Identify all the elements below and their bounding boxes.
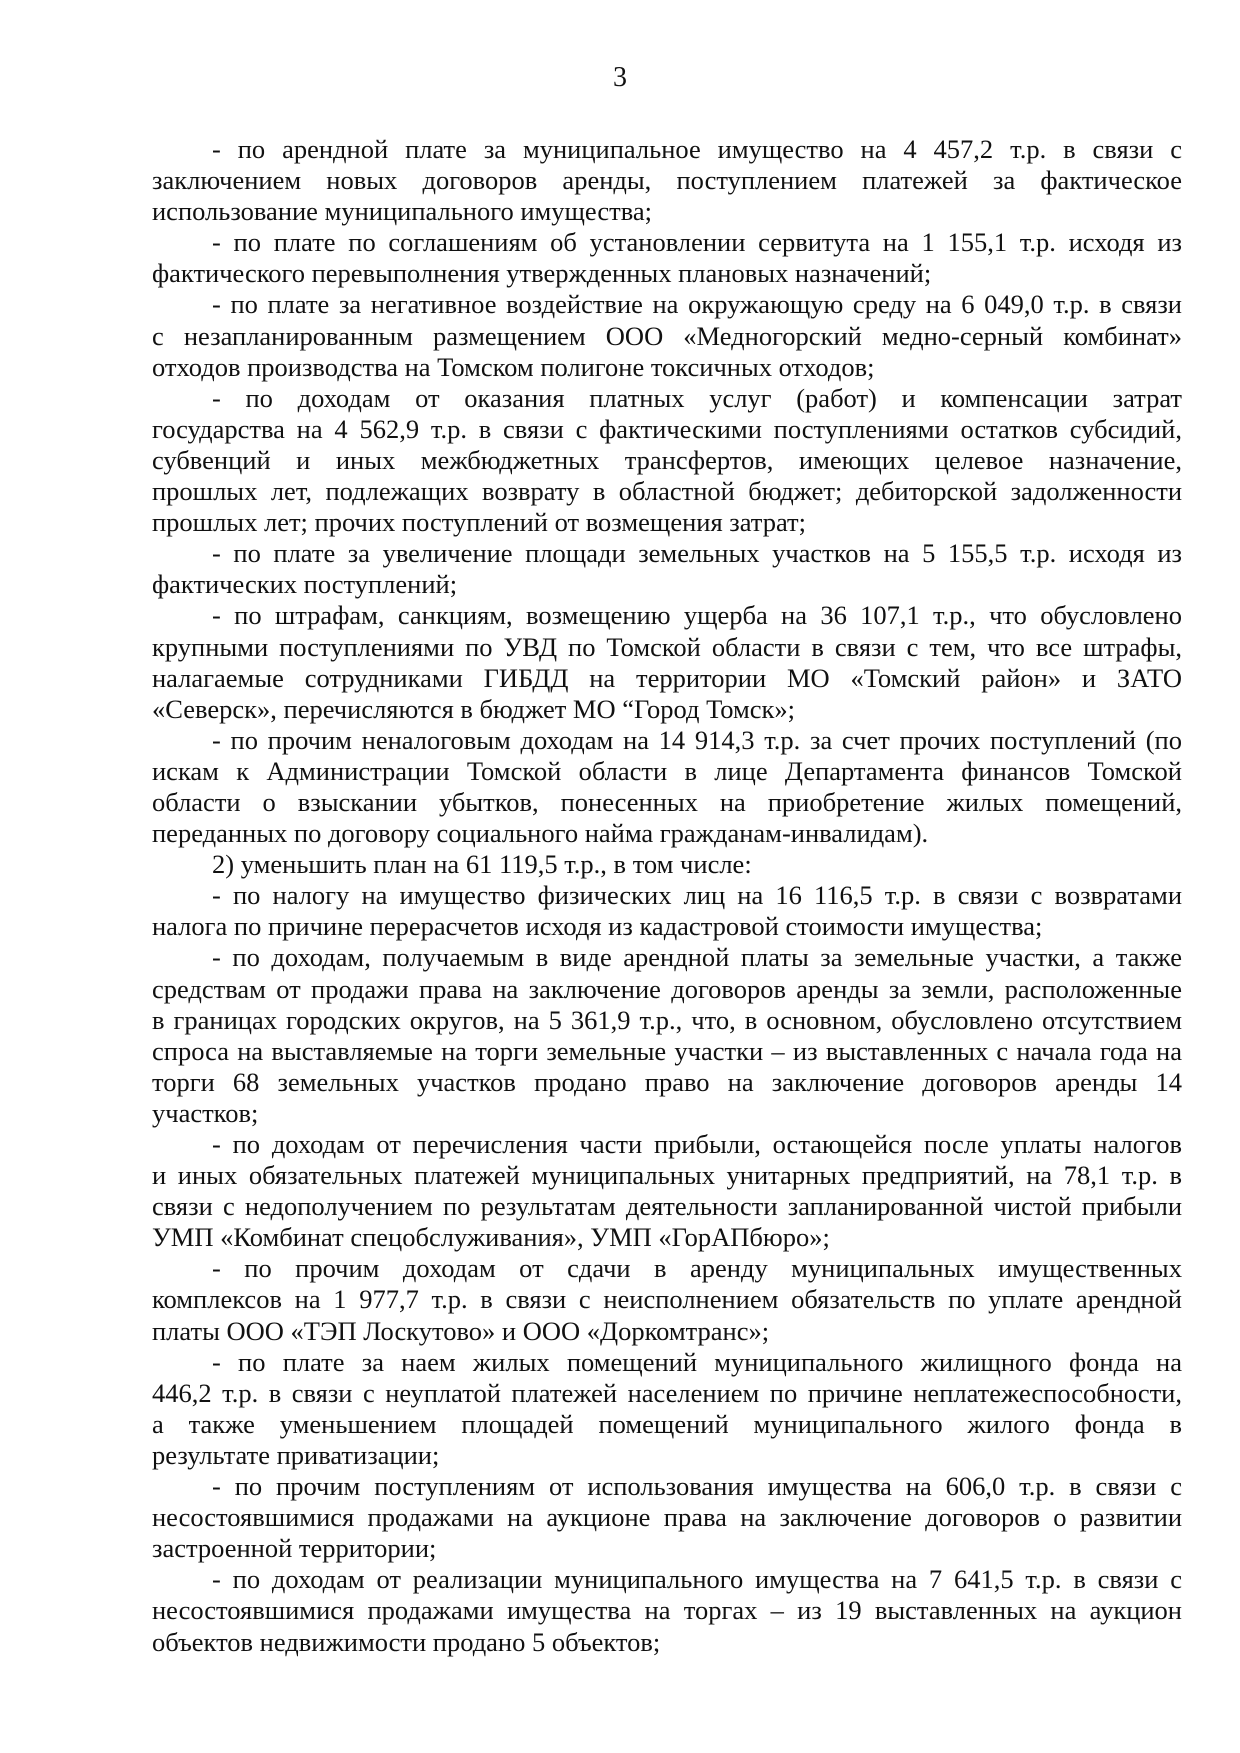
text-line: в границах городских округов, на 5 361,9 т.р., что, в основном, обусловлено отсутствием bbox=[152, 1004, 1182, 1035]
text-line: результате приватизации; bbox=[152, 1439, 440, 1470]
paragraph bbox=[152, 1347, 1182, 1471]
text-line: субвенций и иных межбюджетных трансфертов, имеющих целевое назначение, bbox=[152, 444, 1182, 475]
document-body bbox=[152, 134, 1182, 1658]
text-line: участков; bbox=[152, 1097, 259, 1128]
text-line: - по доходам от оказания платных услуг (работ) и компенсации затрат bbox=[212, 382, 1182, 413]
text-line: - по плате по соглашениям об установлении сервитута на 1 155,1 т.р. исходя из bbox=[212, 227, 1182, 258]
text-line: заключением новых договоров аренды, поступлением платежей за фактическое bbox=[152, 165, 1182, 196]
text-line: торги 68 земельных участков продано право на заключение договоров аренды 14 bbox=[152, 1066, 1182, 1097]
text-line: государства на 4 562,9 т.р. в связи с фактическими поступлениями остатков субсидий, bbox=[152, 413, 1182, 444]
text-line: - по плате за увеличение площади земельных участков на 5 155,5 т.р. исходя из bbox=[212, 538, 1182, 569]
text-line: несостоявшимися продажами имущества на торгах – из 19 выставленных на аукцион bbox=[152, 1595, 1182, 1626]
paragraph bbox=[152, 538, 1182, 600]
text-line: прошлых лет; прочих поступлений от возмещения затрат; bbox=[152, 507, 806, 538]
paragraph bbox=[152, 134, 1182, 227]
text-line: фактического перевыполнения утвержденных плановых назначений; bbox=[152, 258, 932, 289]
paragraph bbox=[152, 227, 1182, 289]
text-line: налагаемые сотрудниками ГИБДД на территории МО «Томский район» и ЗАТО bbox=[152, 662, 1182, 693]
text-line: области о взыскании убытков, понесенных на приобретение жилых помещений, bbox=[152, 786, 1182, 817]
paragraph bbox=[152, 942, 1182, 1129]
text-line: средствам от продажи права на заключение договоров аренды за земли, расположенные bbox=[152, 973, 1182, 1004]
text-line: - по арендной плате за муниципальное имущество на 4 457,2 т.р. в связи с bbox=[212, 134, 1182, 164]
text-line: УМП «Комбинат спецобслуживания», УМП «ГорАПбюро»; bbox=[152, 1222, 830, 1253]
paragraph bbox=[152, 289, 1182, 382]
text-line: «Северск», перечисляются в бюджет МО “Город Томск»; bbox=[152, 693, 796, 724]
text-line: - по прочим неналоговым доходам на 14 914,3 т.р. за счет прочих поступлений (по bbox=[212, 724, 1182, 755]
paragraph bbox=[152, 725, 1182, 849]
text-line: несостоявшимися продажами на аукционе права на заключение договоров о развитии bbox=[152, 1502, 1182, 1533]
paragraph bbox=[152, 1471, 1182, 1564]
text-line: переданных по договору социального найма гражданам-инвалидам). bbox=[152, 818, 929, 849]
text-line: застроенной территории; bbox=[152, 1533, 437, 1564]
text-line: - по доходам, получаемым в виде арендной платы за земельные участки, а также bbox=[212, 942, 1182, 973]
text-line: использование муниципального имущества; bbox=[152, 196, 652, 227]
paragraph bbox=[152, 1564, 1182, 1657]
page-number: 3 bbox=[613, 62, 627, 93]
text-line: спроса на выставляемые на торги земельные участки – из выставленных с начала года на bbox=[152, 1035, 1182, 1066]
text-line: 446,2 т.р. в связи с неуплатой платежей населением по причине неплатежеспособности, bbox=[152, 1377, 1182, 1408]
paragraph bbox=[152, 849, 1182, 880]
text-line: 2) уменьшить план на 61 119,5 т.р., в том числе: bbox=[212, 849, 752, 880]
text-line: - по прочим поступлениям от использования имущества на 606,0 т.р. в связи с bbox=[212, 1471, 1182, 1502]
text-line: - по доходам от перечисления части прибыли, остающейся после уплаты налогов bbox=[212, 1129, 1182, 1159]
paragraph bbox=[152, 383, 1182, 538]
text-line: а также уменьшением площадей помещений муниципального жилого фонда в bbox=[152, 1408, 1182, 1439]
paragraph bbox=[152, 880, 1182, 942]
text-line: крупными поступлениями по УВД по Томской области в связи с тем, что все штрафы, bbox=[152, 631, 1182, 662]
text-line: - по штрафам, санкциям, возмещению ущерба на 36 107,1 т.р., что обусловлено bbox=[212, 600, 1182, 631]
text-line: - по плате за наем жилых помещений муниципального жилищного фонда на bbox=[212, 1346, 1182, 1377]
text-line: искам к Администрации Томской области в лице Департамента финансов Томской bbox=[152, 755, 1182, 786]
text-line: - по налогу на имущество физических лиц на 16 116,5 т.р. в связи с возвратами bbox=[212, 880, 1182, 911]
paragraph bbox=[152, 600, 1182, 724]
text-line: фактических поступлений; bbox=[152, 569, 458, 600]
text-line: платы ООО «ТЭП Лоскутово» и ООО «Доркомтранс»; bbox=[152, 1315, 770, 1346]
paragraph bbox=[152, 1129, 1182, 1253]
text-line: с незапланированным размещением ООО «Медногорский медно-серный комбинат» bbox=[152, 320, 1182, 351]
text-line: и иных обязательных платежей муниципальных унитарных предприятий, на 78,1 т.р. в bbox=[152, 1160, 1182, 1191]
text-line: - по плате за негативное воздействие на окружающую среду на 6 049,0 т.р. в связи bbox=[212, 289, 1182, 320]
text-line: - по прочим доходам от сдачи в аренду муниципальных имущественных bbox=[212, 1253, 1182, 1284]
paragraph bbox=[152, 1253, 1182, 1346]
text-line: отходов производства на Томском полигоне токсичных отходов; bbox=[152, 351, 875, 382]
text-line: налога по причине перерасчетов исходя из кадастровой стоимости имущества; bbox=[152, 911, 1043, 942]
text-line: объектов недвижимости продано 5 объектов; bbox=[152, 1626, 661, 1657]
text-line: прошлых лет, подлежащих возврату в областной бюджет; дебиторской задолженности bbox=[152, 476, 1182, 507]
text-line: связи с недополучением по результатам деятельности запланированной чистой прибыли bbox=[152, 1191, 1182, 1222]
text-line: - по доходам от реализации муниципального имущества на 7 641,5 т.р. в связи с bbox=[212, 1564, 1182, 1595]
text-line: комплексов на 1 977,7 т.р. в связи с неисполнением обязательств по уплате арендной bbox=[152, 1284, 1182, 1315]
